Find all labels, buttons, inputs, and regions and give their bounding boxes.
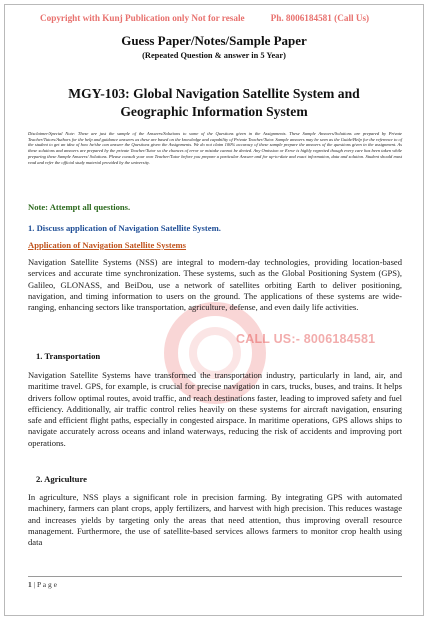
agriculture-paragraph: In agriculture, NSS plays a significant role in precision farming. By integrating GPS with automated machinery, farmers can plant crops, apply fertilizers, and harvest with high precision. This reduces wastage and increases yields by targeting only the areas that need attention, thus improving overall resource management. Furthermore, the use of satellite-based services allows farmers to monitor crop health using data <box>28 492 402 548</box>
guess-paper-title: Guess Paper/Notes/Sample Paper <box>121 33 307 48</box>
page-footer <box>28 580 57 589</box>
page-label: | P a g e <box>33 580 57 589</box>
document-title-line2: Geographic Information System <box>120 104 308 119</box>
copyright-text: Copyright with Kunj Publication only Not for resale <box>40 13 245 23</box>
copyright-notice <box>40 13 400 23</box>
document-title-line1: MGY-103: Global Navigation Satellite System and <box>68 86 360 101</box>
section-heading: Application of Navigation Satellite Systems <box>28 240 187 250</box>
intro-paragraph: Navigation Satellite Systems (NSS) are integral to modern-day technologies, providing location-based services and accurate time synchronization. These systems, such as the Global Positioning System (GPS), Galileo, GLONASS, and BeiDou, use a network of satellites orbiting Earth to deliver positioning, navigation, and timing information to users on the ground. The applications of these systems are wide-ranging, enhancing sectors like transportation, agriculture, defense, and even daily life activities. <box>28 257 402 313</box>
attempt-note: Note: Attempt all questions. <box>28 202 131 212</box>
transportation-paragraph: Navigation Satellite Systems have transformed the transportation industry, particularly in land, air, and maritime travel. GPS, for example, is crucial for precise navigation in cars, trucks, buses, and trains. It helps drivers follow optimal routes, avoid traffic, and reach destinations faster, leading to improved safety and fuel efficiency. Additionally, air traffic control relies heavily on these systems for aircraft navigation, ensuring safe and efficient flight paths, especially in congested airspace. In maritime operations, GPS allows ships to navigate accurately across oceans and inland waterways, reducing the risk of accidents and improving port operations. <box>28 370 402 448</box>
agriculture-heading: 2. Agriculture <box>36 474 87 484</box>
question-heading: 1. Discuss application of Navigation Satellite System. <box>28 223 221 233</box>
disclaimer-note: Disclaimer/Special Note: These are just the sample of the Answers/Solutions to some of the Questions given in the Assignments. These Sample Answers/Solutions are prepared by Private Teacher/Tutors/Authors for the help and guidance answers as these are based on the knowledge and capability of Private Teacher/Tutor. Sample answers may be seen as the Guide/Help for the reference to of the student to get an idea of how he/she can answer the Questions given the Assignments. We do not claim 100% accuracy of these sample prepare the answers of the questions given in the assignment. As these solutions and answers are prepared by the private Teacher/Tutor so the chances of error or mistake cannot be denied. Any Omission or Error is highly regretted though every care has been taken while preparing these Sample Answers/ Solutions. Please consult your own Teacher/Tutor before you prepare a particular Answer and for up-to-date and exact information, data and solution. Student should must read and refer the official study material provided by the university. <box>28 131 402 165</box>
page-number: 1 <box>28 580 32 589</box>
watermark-call-us: CALL US:- 8006184581 <box>236 332 376 346</box>
footer-divider <box>28 576 402 577</box>
transportation-heading: 1. Transportation <box>36 351 101 361</box>
guess-paper-subtitle: (Repeated Question & answer in 5 Year) <box>142 51 286 60</box>
phone-number: Ph. 8006184581 (Call Us) <box>270 13 370 23</box>
document-title <box>28 85 400 121</box>
